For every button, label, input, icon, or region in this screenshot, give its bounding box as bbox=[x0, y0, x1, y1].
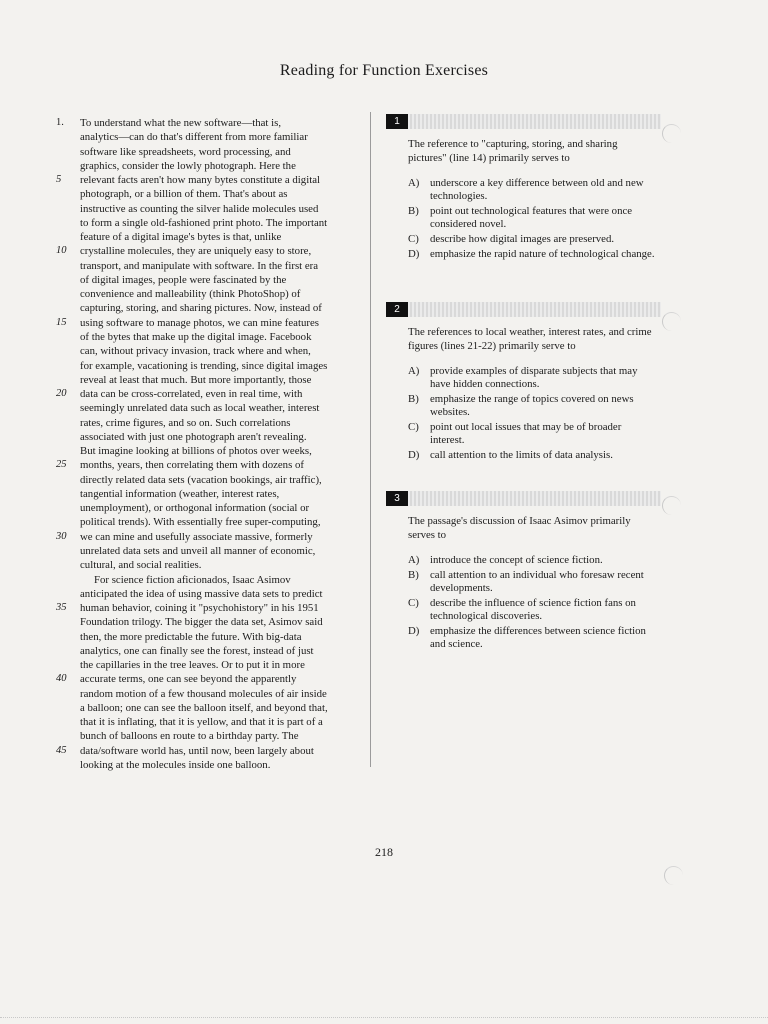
answer-choice-b[interactable] bbox=[408, 393, 658, 419]
passage-line-text: a balloon; one can see the balloon itself, and beyond that, bbox=[80, 701, 328, 714]
passage-line bbox=[56, 672, 356, 686]
passage-line bbox=[56, 744, 356, 758]
passage-line-text: tangential information (weather, interest rates, bbox=[80, 487, 280, 500]
passage-line bbox=[56, 701, 356, 715]
passage-line bbox=[56, 601, 356, 615]
passage-line bbox=[56, 301, 356, 315]
answer-choice-d[interactable] bbox=[408, 248, 658, 261]
question-number-badge: 3 bbox=[386, 491, 408, 506]
passage-line bbox=[56, 159, 356, 173]
answer-choice-d[interactable] bbox=[408, 625, 658, 651]
passage-line bbox=[56, 715, 356, 729]
question-2 bbox=[386, 302, 676, 464]
choice-text: describe the influence of science fiction fans on technological discoveries. bbox=[430, 597, 636, 622]
choice-text: emphasize the rapid nature of technological change. bbox=[430, 248, 655, 260]
question-header-bar bbox=[386, 114, 661, 129]
line-number: 30 bbox=[56, 530, 67, 542]
passage-line bbox=[56, 244, 356, 258]
answer-choice-d[interactable] bbox=[408, 449, 658, 462]
passage-line-text: unemployment), or orthogonal information (social or bbox=[80, 502, 310, 515]
question-number-badge: 1 bbox=[386, 114, 408, 129]
line-number: 10 bbox=[56, 245, 67, 257]
passage-line-text: data/software world has, until now, been largely about bbox=[80, 744, 314, 757]
choice-letter: D) bbox=[408, 449, 420, 461]
passage-line-text: random motion of a few thousand molecules of air inside bbox=[80, 687, 327, 700]
passage-line bbox=[56, 729, 356, 743]
scan-margin-mark bbox=[662, 312, 681, 331]
choice-text: call attention to an individual who foresaw recent developments. bbox=[430, 569, 644, 594]
answer-choices bbox=[408, 177, 658, 261]
line-number: 15 bbox=[56, 316, 67, 328]
passage-line-text: analytics, one can finally see the forest, instead of just bbox=[80, 644, 314, 657]
line-number: 1. bbox=[56, 117, 64, 128]
passage-line bbox=[56, 230, 356, 244]
choice-letter: B) bbox=[408, 205, 419, 217]
passage-line bbox=[56, 359, 356, 373]
passage-line-text: cultural, and social realities. bbox=[80, 559, 202, 572]
line-number: 40 bbox=[56, 673, 67, 685]
passage-line-text: Foundation trilogy. The bigger the data set, Asimov said bbox=[80, 616, 323, 629]
question-stem: The passage's discussion of Isaac Asimov primarily serves to bbox=[408, 515, 631, 541]
passage-line-text: But imagine looking at billions of photos over weeks, bbox=[80, 445, 312, 458]
answer-choice-a[interactable] bbox=[408, 554, 658, 567]
passage-line-text: convenience and malleability (think PhotoShop) of bbox=[80, 288, 301, 301]
passage-line bbox=[56, 444, 356, 458]
passage-line bbox=[56, 173, 356, 187]
passage-line-text: seemingly unrelated data such as local weather, interest bbox=[80, 402, 320, 415]
page-number: 218 bbox=[375, 845, 393, 859]
answer-choices bbox=[408, 554, 658, 651]
choice-letter: C) bbox=[408, 233, 419, 245]
answer-choices bbox=[408, 365, 658, 462]
scan-margin-mark bbox=[662, 496, 681, 515]
passage-line bbox=[56, 630, 356, 644]
answer-choice-a[interactable] bbox=[408, 177, 658, 203]
passage-line bbox=[56, 758, 356, 772]
choice-letter: B) bbox=[408, 393, 419, 405]
passage-line-text: anticipated the idea of using massive data sets to predict bbox=[80, 587, 323, 600]
line-number: 45 bbox=[56, 744, 67, 756]
scan-margin-mark bbox=[662, 124, 681, 143]
passage-line-text: unrelated data sets and unveil all manner of economic, bbox=[80, 544, 316, 557]
scan-bottom-edge bbox=[0, 1017, 768, 1018]
passage-line bbox=[56, 558, 356, 572]
passage-line-text: capturing, storing, and sharing pictures. Now, instead of bbox=[80, 302, 322, 315]
passage-line bbox=[56, 273, 356, 287]
passage-line-text: crystalline molecules, they are uniquely easy to store, bbox=[80, 245, 312, 258]
passage-line bbox=[56, 515, 356, 529]
passage-line-text: feature of a digital image's bytes is that, unlike bbox=[80, 231, 282, 244]
question-3 bbox=[386, 491, 676, 653]
passage-line bbox=[56, 644, 356, 658]
passage-line bbox=[56, 473, 356, 487]
passage-line-text: months, years, then correlating them with dozens of bbox=[80, 459, 304, 472]
passage-line-text: graphics, consider the lowly photograph. Here the bbox=[80, 159, 296, 172]
passage-line bbox=[56, 202, 356, 216]
passage-line bbox=[56, 416, 356, 430]
passage-line bbox=[56, 287, 356, 301]
choice-letter: A) bbox=[408, 554, 420, 566]
choice-text: point out technological features that were once considered novel. bbox=[430, 205, 633, 230]
passage-line bbox=[56, 544, 356, 558]
choice-text: underscore a key difference between old and new technologies. bbox=[430, 177, 644, 202]
passage-line-text: photograph, or a billion of them. That's about as bbox=[80, 188, 288, 201]
passage-line bbox=[56, 130, 356, 144]
question-header-bar bbox=[386, 491, 661, 506]
passage-line-text: political trends). With essentially free super-computing, bbox=[80, 516, 321, 529]
passage-line bbox=[56, 373, 356, 387]
choice-letter: A) bbox=[408, 177, 420, 189]
passage-line bbox=[56, 330, 356, 344]
passage-line-text: to form a single old-fashioned print photo. The important bbox=[80, 216, 328, 229]
passage-line bbox=[56, 501, 356, 515]
answer-choice-b[interactable] bbox=[408, 205, 658, 231]
passage-line bbox=[56, 487, 356, 501]
choice-letter: C) bbox=[408, 421, 419, 433]
passage-line-text: then, the more predictable the future. With big-data bbox=[80, 630, 302, 643]
choice-text: call attention to the limits of data analysis. bbox=[430, 449, 613, 461]
passage-line bbox=[56, 530, 356, 544]
passage-line-text: reveal at least that much. But more importantly, those bbox=[80, 373, 312, 386]
passage-line bbox=[56, 615, 356, 629]
question-1 bbox=[386, 114, 676, 263]
choice-text: emphasize the differences between science fiction and science. bbox=[430, 625, 646, 650]
answer-choice-c[interactable] bbox=[408, 421, 658, 447]
choice-letter: D) bbox=[408, 625, 420, 637]
line-number: 35 bbox=[56, 602, 67, 614]
passage-line-text: for example, vacationing is trending, since digital images bbox=[80, 359, 328, 372]
passage-line-text: For science fiction aficionados, Isaac Asimov bbox=[94, 573, 291, 586]
passage-line bbox=[56, 187, 356, 201]
passage-line-text: human behavior, coining it "psychohistory" in his 1951 bbox=[80, 602, 319, 615]
passage-line bbox=[56, 687, 356, 701]
passage-line-text: can, without privacy invasion, track where and when, bbox=[80, 345, 311, 358]
passage-line-text: associated with just one photograph aren't revealing. bbox=[80, 430, 307, 443]
question-number-badge: 2 bbox=[386, 302, 408, 317]
passage-line-text: To understand what the new software—that is, bbox=[80, 117, 282, 129]
passage-line bbox=[56, 259, 356, 273]
passage-line-text: software like spreadsheets, word processing, and bbox=[80, 145, 291, 158]
passage-line bbox=[56, 216, 356, 230]
passage-line bbox=[56, 316, 356, 330]
passage-line-text: we can mine and usefully associate massive, formerly bbox=[80, 530, 313, 543]
passage-line bbox=[56, 344, 356, 358]
passage-line-text: rates, crime figures, and so on. Such correlations bbox=[80, 416, 291, 429]
choice-letter: A) bbox=[408, 365, 420, 377]
passage-line bbox=[56, 573, 356, 587]
choice-letter: C) bbox=[408, 597, 419, 609]
reading-passage bbox=[56, 116, 356, 772]
answer-choice-c[interactable] bbox=[408, 233, 658, 246]
passage-line-text: transport, and manipulate with software. In the first era bbox=[80, 259, 319, 272]
answer-choice-b[interactable] bbox=[408, 569, 658, 595]
passage-line bbox=[56, 387, 356, 401]
passage-line-text: accurate terms, one can see beyond the apparently bbox=[80, 673, 297, 686]
passage-line-text: bunch of balloons en route to a birthday party. The bbox=[80, 730, 299, 743]
passage-line-text: of digital images, people were fascinated by the bbox=[80, 273, 287, 286]
choice-text: introduce the concept of science fiction. bbox=[430, 554, 603, 566]
passage-line bbox=[56, 145, 356, 159]
question-header-bar bbox=[386, 302, 661, 317]
passage-line-text: directly related data sets (vacation bookings, air traffic), bbox=[80, 473, 322, 486]
answer-choice-c[interactable] bbox=[408, 597, 658, 623]
passage-line bbox=[56, 116, 356, 130]
passage-line-text: the capillaries in the tree leaves. Or to put it in more bbox=[80, 659, 305, 672]
passage-line-text: instructive as counting the silver halide molecules used bbox=[80, 202, 319, 215]
passage-line bbox=[56, 401, 356, 415]
passage-line-text: that it is inflating, that it is yellow, and that it is part of a bbox=[80, 716, 323, 729]
passage-line-text: of the bytes that make up the digital image. Facebook bbox=[80, 330, 312, 343]
passage-line-text: looking at the molecules inside one balloon. bbox=[80, 758, 271, 771]
line-number: 20 bbox=[56, 388, 67, 400]
passage-line bbox=[56, 587, 356, 601]
answer-choice-a[interactable] bbox=[408, 365, 658, 391]
line-number: 5 bbox=[56, 174, 62, 186]
passage-line-text: using software to manage photos, we can mine features bbox=[80, 316, 319, 329]
passage-line-text: analytics—can do that's different from more familiar bbox=[80, 131, 308, 144]
choice-text: describe how digital images are preserved. bbox=[430, 233, 615, 245]
choice-text: provide examples of disparate subjects that may have hidden connections. bbox=[430, 365, 638, 390]
passage-line bbox=[56, 658, 356, 672]
passage-line-text: data can be cross-correlated, even in real time, with bbox=[80, 388, 303, 401]
choice-letter: B) bbox=[408, 569, 419, 581]
passage-line bbox=[56, 458, 356, 472]
question-stem: The reference to "capturing, storing, and sharing pictures" (line 14) primarily serves to bbox=[408, 138, 618, 164]
choice-text: point out local issues that may be of broader interest. bbox=[430, 421, 622, 446]
passage-line-text: relevant facts aren't how many bytes constitute a digital bbox=[80, 174, 320, 187]
column-divider bbox=[370, 112, 371, 767]
passage-line bbox=[56, 430, 356, 444]
choice-text: emphasize the range of topics covered on news websites. bbox=[430, 393, 634, 418]
question-stem: The references to local weather, interest rates, and crime figures (lines 21-22) primarily serve to bbox=[408, 326, 652, 352]
page-title: Reading for Function Exercises bbox=[279, 62, 489, 79]
choice-letter: D) bbox=[408, 248, 420, 260]
scan-margin-mark bbox=[664, 866, 683, 885]
line-number: 25 bbox=[56, 459, 67, 471]
